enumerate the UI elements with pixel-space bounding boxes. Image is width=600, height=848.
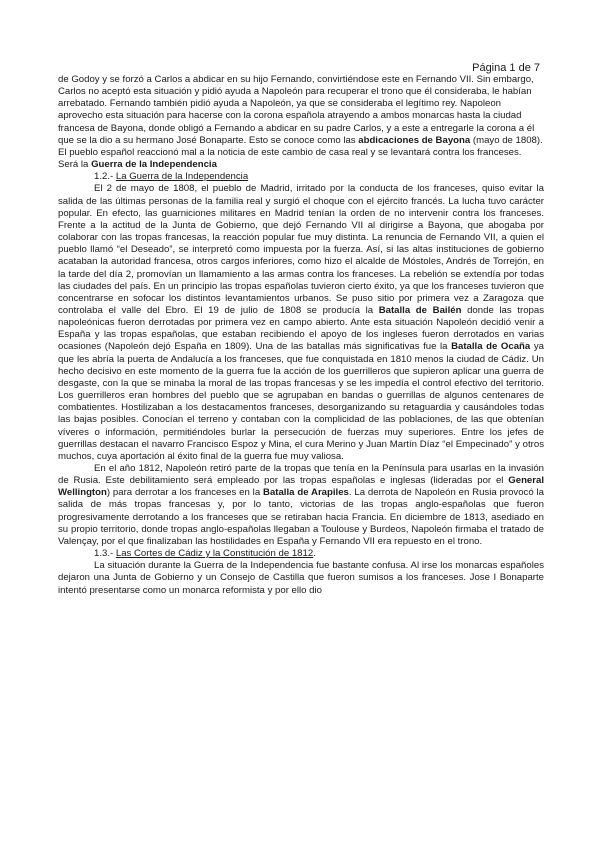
bold-term: Batalla de Bailén: [378, 304, 462, 316]
page-number: Página 1 de 7: [472, 62, 540, 74]
cortes-paragraph-1: La situación durante la Guerra de la Independencia fue bastante confusa. Al irse los monarcas españoles dejaron una Junta de Gobierno y un Consejo de Castilla que fueron sumisos a los franceses. Jose I Bonaparte intentó presentarse como un monarca reformista y por ello dio: [58, 560, 544, 596]
section-heading-cortes: 1.3.- Las Cortes de Cádiz y la Constitución de 1812.: [94, 548, 316, 560]
bold-term: Guerra de la Independencia: [91, 159, 217, 171]
document-body: [58, 74, 544, 597]
bold-term: Batalla de Ocaña: [451, 341, 531, 353]
section-title: Las Cortes de Cádiz y la Constitución de 1812: [115, 548, 314, 560]
guerra-paragraph-1: El 2 de mayo de 1808, el pueblo de Madrid, irritado por la conducta de los franceses, quiso evitar la salida de las últimas personas de la familia real y surgió el choque con el ejército francés. La lucha tuvo carácter popular. En efecto, las guarniciones militares en Madrid tenían la orden de no intervenir contra los franceses. Frente a la actitud de la Junta de Gobierno, que dejó Fernando VII al dirigirse a Bayona, que abogaba por colaborar con las tropas francesas, la reacción popular fue muy distinta. La renuncia de Fernando VII, a quien el pueblo llamó “el Deseado”, se interpretó como impuesta por la fuerza. Así, si las altas instituciones de gobierno acataban la autoridad francesa, otros cargos inferiores, como hizo el alcalde de Móstoles, Andrés de Torrejón, en la tarde del día 2, promovían un llamamiento a las armas contra los franceses. La rebelión se extendía por todas las ciudades del país. En un principio las tropas españolas tuvieron cierto éxito, ya que los franceses tuvieron que concentrarse en sofocar los distintos levantamientos urbanos. Se puso sitio por primera vez a Zaragoza que controlaba el valle del Ebro. El 19 de julio de 1808 se producía la Batalla de Bailén donde las tropas napoleónicas fueron derrotadas por primera vez en campo abierto. Ante esta situación Napoleón decidió venir a España y las tropas españolas, que estaban recibiendo el apoyo de los ingleses fueron derrotados en varias ocasiones (Napoleón dejó España en 1809). Una de las batallas más significativas fue la Batalla de Ocaña ya que les abría la puerta de Andalucía a los franceses, que fue conquistada en 1810 menos la ciudad de Cádiz. Un hecho decisivo en este momento de la guerra fue la acción de los guerrilleros que supieron aplicar una guerra de desgaste, con la que se minaba la moral de las tropas francesas y se les impedía el control efectivo del territorio. Los guerrilleros eran hombres del pueblo que se agrupaban en bandas o guerrillas de algunos centenares de combatientes. Hostilizaban a los destacamentos franceses, desorganizando su retaguardia y causándoles todas las bajas posibles. Conocían el terreno y contaban con la complicidad de las poblaciones, de las que obtenían víveres o información, permitiéndoles burlar la persecución de fuerzas muy superiores. Entre los jefes de guerrillas destacan el navarro Francisco Espoz y Mina, el cura Merino y Juan Martín Díaz “el Empecinado” y otros muchos, cuya aportación al éxito final de la guerra fue muy valiosa.: [58, 183, 545, 462]
bold-term: abdicaciones de Bayona: [358, 134, 471, 146]
intro-paragraph: de Godoy y se forzó a Carlos a abdicar en su hijo Fernando, convirtiéndose este en Fernando VII. Sin embargo, Carlos no aceptó esta situación y pidió ayuda a Napoleón para recuperar el trono que él consideraba, le habían arrebatado. Fernando también pidió ayuda a Napoleón, ya que se consideraba el legítimo rey. Napoleon aprovecho esta situación para hacerse con la corona española atrayendo a ambos monarcas hasta la ciudad francesa de Bayona, donde obligó a Fernando a abdicar en su padre Carlos, y a este a entregarle la corona a él que se la dio a su hermano José Bonaparte. Esto se conoce como las abdicaciones de Bayona (mayo de 1808). El pueblo español reaccionó mal a la noticia de este cambio de casa real y se levantará contra los franceses. Será la Guerra de la Independencia: [58, 74, 543, 171]
section-heading-guerra: 1.2.- La Guerra de la Independencia: [94, 171, 249, 183]
guerra-paragraph-2: En el año 1812, Napoleón retiró parte de la tropas que tenía en la Península para usarlas en la invasión de Rusia. Este debilitamiento será empleado por las tropas españolas e inglesas (lideradas por el General Wellington) para derrotar a los franceses en la Batalla de Arapiles. La derrota de Napoleón en Rusia provocó la salida de más tropas francesas y, por lo tanto, victorias de las tropas anglo-españolas que fueron progresivamente derrotando a los franceses que se retiraban hacia Francia. En diciembre de 1813, asediado en su propio territorio, donde tropas anglo-españolas llegaban a Toulouse y Burdeos, Napoleón firmaba el tratado de Valençay, por el que finalizaban las hostilidades en España y Fernando VII era repuesto en el trono.: [58, 463, 544, 547]
section-title: La Guerra de la Independencia: [115, 171, 249, 183]
bold-term: General Wellington: [58, 475, 544, 499]
bold-term: Batalla de Arapiles: [263, 487, 349, 499]
